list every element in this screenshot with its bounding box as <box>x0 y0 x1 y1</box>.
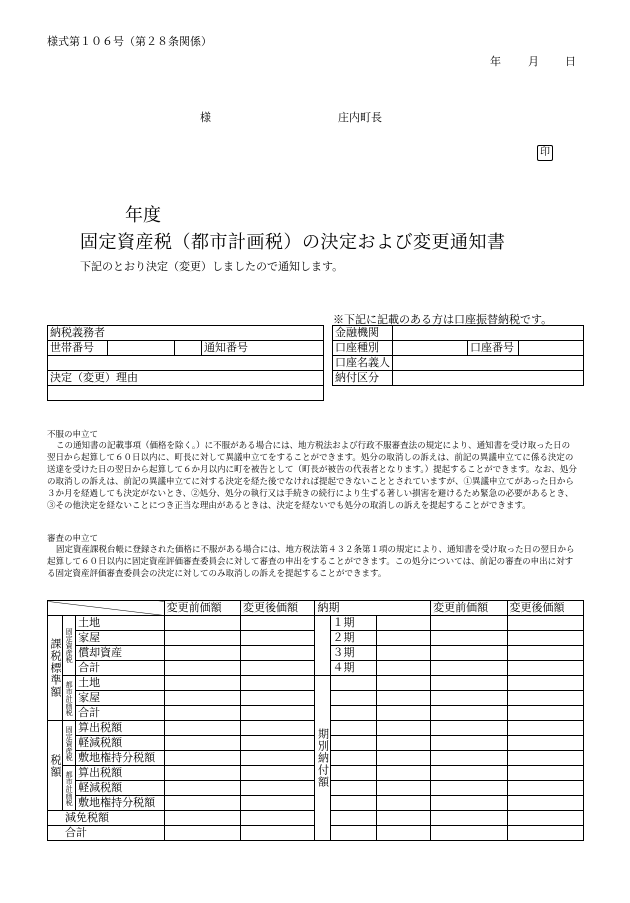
date-month: 月 <box>528 55 539 68</box>
objection-body: この通知書の記載事項（価格を除く。）に不服がある場合には、地方税法および行政不服審査法の規定により、通知書を受け取った日の翌日から起算して６０日以内に、町長に対して異議申立てをすることができます。処分の取消しの訴えは、前記の異議申立てに係る決定の送達を受けた日の翌日から起算して６か月以内に町を被告として（町長が被告の代表者となります。）提起することができます。なお、処分の取消しの訴えは、前記の異議申立てに対する決定を経た後でなければ提起できないこととされていますが、①異議申立てがあった日から３か月を経過しても決定がないとき、②処分、処分の執行又は手続きの続行により生ずる著しい損害を避けるため緊急の必要があるとき、③その他決定を経ないことにつき正当な理由があるときは、決定を経ないでも処分の取消しの訴えを提起することができます。 <box>47 441 577 511</box>
household-no-value <box>108 341 175 356</box>
row-label: 家屋 <box>76 691 164 706</box>
notice-no-cell <box>202 341 324 356</box>
row-label: 合計 <box>76 706 164 721</box>
account-holder-value <box>393 356 584 371</box>
taxpayer-info-table <box>47 325 324 401</box>
header-before-right: 変更前価額 <box>431 601 507 616</box>
total-label: 合計 <box>48 826 165 841</box>
review-heading: 審査の申立て <box>47 534 99 544</box>
reason-value <box>48 386 324 401</box>
payment-category-value <box>393 371 584 386</box>
reduction-label: 減免税額 <box>48 811 165 826</box>
account-type-value <box>393 341 468 356</box>
sub-city-planning-tax: 都市計画税 <box>63 676 76 721</box>
header-after-right: 変更後価額 <box>507 601 584 616</box>
household-no-label: 世帯番号 <box>48 341 108 356</box>
account-type-label: 口座種別 <box>333 341 393 356</box>
row-label: 軽減税額 <box>76 781 164 796</box>
bank-value <box>393 326 584 341</box>
account-no-label: 口座番号 <box>468 341 519 356</box>
group-tax: 税額 <box>48 721 63 811</box>
sub-city-planning-tax-2: 都市計画税 <box>63 766 76 811</box>
header-period: 納期 <box>315 601 431 616</box>
issuer: 庄内町長 <box>338 111 382 124</box>
date-year: 年 <box>490 55 501 68</box>
objection-heading: 不服の申立て <box>47 430 99 440</box>
review-body: 固定資産課税台帳に登録された価格に不服がある場合には、地方税法第４３２条第１項の規定により、通知書を受け取った日の翌日から起算して６０日以内に固定資産評価審査委員会に対して審査の申出をすることができます。この処分については、前記の審査の申出に対する固定資産評価審査委員会の決定に対してのみ取消しの訴えを提起することができます。 <box>47 545 575 579</box>
fiscal-year-label: 年度 <box>125 205 161 226</box>
row-label: 敷地権持分税額 <box>76 796 164 811</box>
period-label: ２期 <box>330 631 376 646</box>
tax-detail-table <box>47 600 584 841</box>
notice-no-label: 通知番号 <box>204 341 248 354</box>
header-before-left: 変更前価額 <box>164 601 240 616</box>
corner-cell <box>48 601 165 616</box>
row-label: 敷地権持分税額 <box>76 751 164 766</box>
date-day: 日 <box>565 55 576 68</box>
row-label: 算出税額 <box>76 766 164 781</box>
row-label: 土地 <box>76 616 164 631</box>
row-label: 算出税額 <box>76 721 164 736</box>
document-title: 固定資産税（都市計画税）の決定および変更通知書 <box>80 232 506 253</box>
sub-fixed-asset-tax: 固定資産税 <box>63 616 76 676</box>
header-after-left: 変更後価額 <box>241 601 315 616</box>
row-label: 合計 <box>76 661 164 676</box>
taxpayer-label: 納税義務者 <box>48 326 324 341</box>
bank-info-table <box>332 325 584 386</box>
addressee-suffix: 様 <box>200 111 211 124</box>
bank-label: 金融機関 <box>333 326 393 341</box>
group-tax-base: 課税標準額 <box>48 616 63 721</box>
sub-fixed-asset-tax-2: 固定資産税 <box>63 721 76 766</box>
period-payment-group: 期別納付額 <box>315 676 330 841</box>
spacer-cell <box>175 341 202 356</box>
period-label: ４期 <box>330 661 376 676</box>
intro-text: 下記のとおり決定（変更）しましたので通知します。 <box>80 260 344 273</box>
period-label: ３期 <box>330 646 376 661</box>
form-number: 様式第１０６号（第２８条関係） <box>47 35 212 48</box>
blank-row <box>48 356 324 371</box>
seal-stamp: 印 <box>537 145 553 161</box>
period-label: １期 <box>330 616 376 631</box>
row-label: 家屋 <box>76 631 164 646</box>
account-holder-label: 口座名義人 <box>333 356 393 371</box>
row-label: 償却資産 <box>76 646 164 661</box>
row-label: 土地 <box>76 676 164 691</box>
reason-label: 決定（変更）理由 <box>48 371 324 386</box>
payment-category-label: 納付区分 <box>333 371 393 386</box>
row-label: 軽減税額 <box>76 736 164 751</box>
account-no-value <box>519 341 584 356</box>
bank-note: ※下記に記載のある方は口座振替納税です。 <box>333 313 553 326</box>
